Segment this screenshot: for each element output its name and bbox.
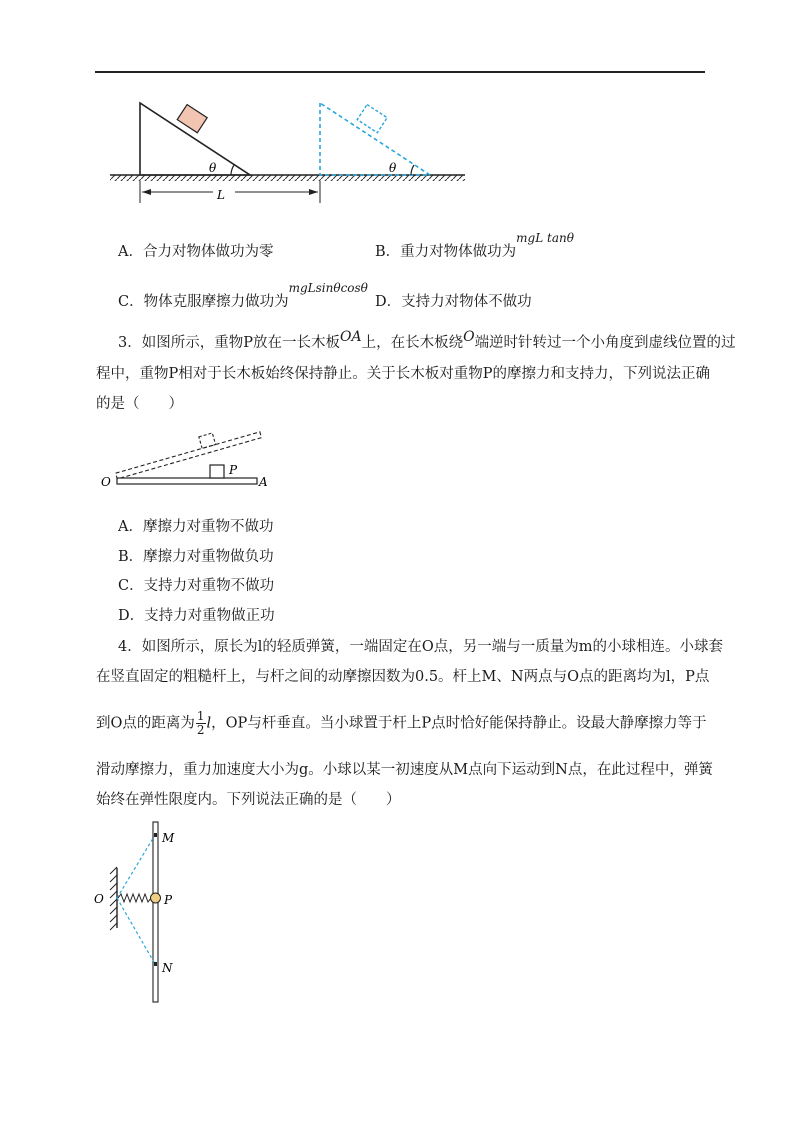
label-O: O <box>94 892 104 906</box>
rod <box>153 822 158 1002</box>
incline-dashed <box>320 103 430 175</box>
dashed-om <box>117 835 155 898</box>
point-n <box>154 962 157 966</box>
q4-line-4: 滑动摩擦力，重力加速度大小为g。小球以某一初速度从M点向下运动到N点，在此过程中，弹簧 <box>96 762 713 778</box>
ground-hatch <box>110 175 465 181</box>
q3-option-d: D．支持力对重物做正功 <box>118 608 275 624</box>
label-M: M <box>162 831 175 845</box>
q3-line-2: 程中，重物P相对于长木板始终保持静止。关于长木板对重物P的摩擦力和支持力，下列说法正确 <box>96 366 711 382</box>
label-N: N <box>162 961 173 975</box>
q4-line-5: 始终在弹性限度内。下列说法正确的是（ ） <box>96 792 401 808</box>
board-solid <box>117 478 257 484</box>
label-P: P <box>229 463 238 477</box>
block-p-dashed <box>199 433 216 448</box>
header-rule <box>95 71 705 73</box>
angle-arc <box>231 165 234 175</box>
q2-option-c: C．物体克服摩擦力做功为$^{mgLsin\theta cos\theta}$ <box>118 281 368 310</box>
rod-spring-figure <box>90 818 200 1008</box>
incline-figure <box>105 95 470 210</box>
label-L: L <box>217 188 225 202</box>
block-dashed <box>357 105 387 133</box>
label-P: P <box>164 893 173 907</box>
q4-line-2: 在竖直固定的粗糙杆上，与杆之间的动摩擦因数为0.5。杆上M、N两点与O点的距离均为l，P点 <box>96 669 710 685</box>
q3-line-3: 的是（ ） <box>96 396 183 412</box>
label-theta-1: θ <box>209 161 217 175</box>
block <box>177 105 207 133</box>
label-theta-2: θ <box>389 161 397 175</box>
spring <box>118 894 151 902</box>
label-O: O <box>101 475 111 489</box>
block-p <box>210 465 224 478</box>
q2-option-a: A．合力对物体做功为零 <box>118 244 274 260</box>
q2-option-b-math: mgL tanθ <box>516 231 574 245</box>
q3-option-c: C．支持力对重物不做功 <box>118 578 275 594</box>
board-dashed <box>116 432 262 479</box>
q2-option-b: B．重力对物体做功为$^{mgL tan\theta}$ <box>375 231 574 260</box>
point-m <box>154 833 157 837</box>
fraction-half: $\frac{1}{2}$ <box>196 709 205 737</box>
q4-line-1: 4．如图所示，原长为l的轻质弹簧，一端固定在O点，另一端与一质量为m的小球相连。小球套 <box>118 639 723 655</box>
q4-line-3: 到O点的距离为 $\frac{1}{2}$ l，OP与杆垂直。当小球置于杆上P点时恰好能保持静止。设最大静摩擦力等于 <box>96 709 707 737</box>
q2-option-c-math: mgLsinθcosθ <box>288 281 368 295</box>
q3-option-a: A．摩擦力对重物不做功 <box>118 519 274 535</box>
ball <box>151 893 161 903</box>
q3-line-1: 3．如图所示，重物P放在一长木板OA上，在长木板绕O端逆时针转过一个小角度到虚线位置的过 <box>118 329 736 351</box>
q3-option-b: B．摩擦力对重物做负功 <box>118 549 274 565</box>
q2-option-d: D．支持力对物体不做功 <box>375 294 532 310</box>
dashed-on <box>117 898 155 964</box>
board-figure <box>95 420 280 495</box>
label-A: A <box>259 475 268 489</box>
